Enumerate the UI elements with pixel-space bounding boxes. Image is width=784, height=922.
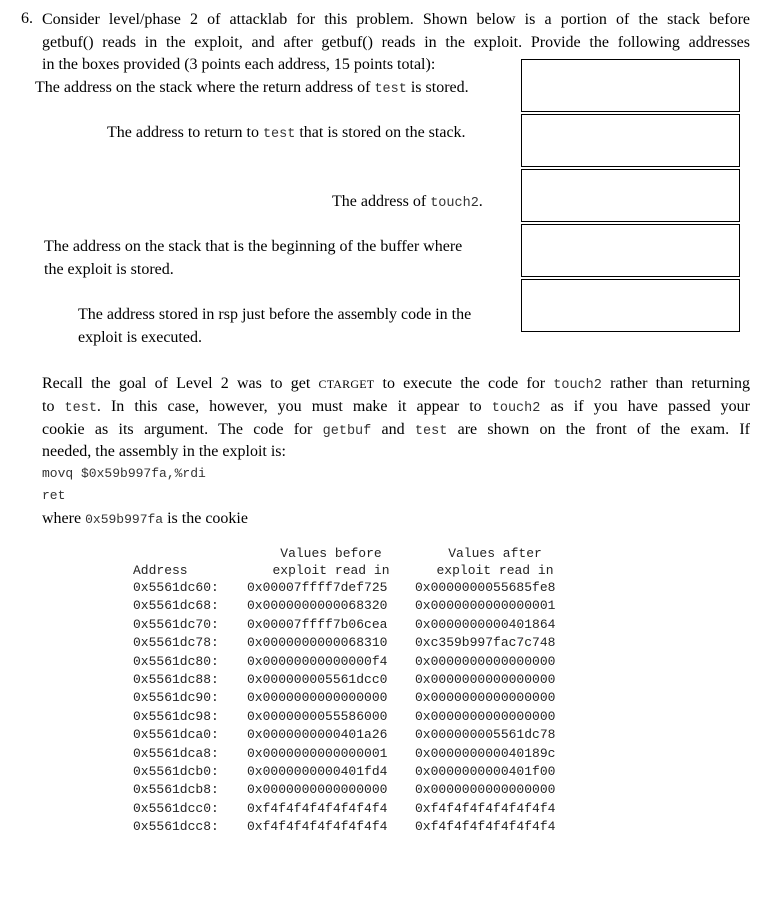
table-row — [133, 818, 575, 836]
cookie-line: where 0x59b997fa is the cookie — [42, 510, 248, 527]
before-value-cell: 0xf4f4f4f4f4f4f4f4 — [247, 819, 388, 835]
answer-box-3[interactable] — [521, 169, 740, 222]
address-cell: 0x5561dc80: — [133, 653, 219, 669]
answer-box-4[interactable] — [521, 224, 740, 277]
address-cell: 0x5561dc60: — [133, 580, 219, 595]
after-value-cell: 0x0000000000401f00 — [415, 764, 556, 780]
before-value-cell: 0x0000000000068320 — [247, 598, 388, 614]
table-header-row-2 — [133, 562, 575, 579]
recall-line-1: Recall the goal of Level 2 was to get CTARGET to execute the code for touch2 rather than returning — [42, 375, 751, 393]
table-row — [133, 634, 575, 652]
before-value-cell: 0x0000000000000001 — [247, 745, 388, 761]
prompt-rsp-line-1: The address stored in rsp just before the assembly code in the — [78, 306, 472, 323]
before-value-cell: 0x00007ffff7def725 — [247, 580, 388, 595]
before-value-cell: 0x0000000000000000 — [247, 690, 388, 706]
after-value-cell: 0x0000000000000000 — [415, 782, 556, 798]
address-cell: 0x5561dc88: — [133, 672, 219, 688]
before-value-cell: 0xf4f4f4f4f4f4f4f4 — [247, 800, 388, 816]
table-row — [133, 597, 575, 615]
assembly-line-2: ret — [42, 488, 66, 503]
address-cell: 0x5561dc78: — [133, 635, 219, 651]
address-cell: 0x5561dc90: — [133, 690, 219, 706]
table-row — [133, 579, 575, 597]
after-value-cell: 0x0000000000000000 — [415, 653, 556, 669]
table-row — [133, 745, 575, 763]
intro-line-3: in the boxes provided (3 points each address, 15 points total): — [42, 56, 436, 73]
after-value-cell: 0x0000000000000000 — [415, 690, 556, 706]
assembly-line-1: movq $0x59b997fa,%rdi — [42, 466, 206, 481]
table-header-row-1 — [133, 545, 575, 562]
after-value-cell: 0x0000000000000000 — [415, 672, 556, 688]
table-row — [133, 616, 575, 634]
answer-box-5[interactable] — [521, 279, 740, 332]
address-cell: 0x5561dc98: — [133, 708, 219, 724]
before-value-cell: 0x0000000000068310 — [247, 635, 388, 651]
address-cell: 0x5561dcb0: — [133, 764, 219, 780]
address-cell: 0x5561dca0: — [133, 727, 219, 743]
intro-line-1: Consider level/phase 2 of attacklab for this problem. Shown below is a portion of the stack before — [42, 11, 750, 28]
prompt-touch2-address: The address of touch2. — [332, 193, 483, 211]
after-value-cell: 0x0000000000401864 — [415, 616, 556, 632]
prompt-return-to-test: The address to return to test that is stored on the stack. — [107, 124, 466, 142]
answer-box-2[interactable] — [521, 114, 740, 167]
after-value-cell: 0x000000005561dc78 — [415, 727, 556, 743]
before-value-cell: 0x0000000000401fd4 — [247, 764, 388, 780]
header-before-2: exploit read in — [272, 563, 390, 578]
question-number: 6. — [21, 10, 33, 27]
address-cell: 0x5561dcc8: — [133, 819, 219, 835]
header-after-2: exploit read in — [436, 563, 554, 578]
address-cell: 0x5561dc68: — [133, 598, 219, 614]
table-row — [133, 689, 575, 707]
address-cell: 0x5561dcc0: — [133, 800, 219, 816]
prompt-rsp-line-2: exploit is executed. — [78, 329, 202, 346]
recall-line-4: needed, the assembly in the exploit is: — [42, 443, 286, 460]
after-value-cell: 0xf4f4f4f4f4f4f4f4 — [415, 800, 556, 816]
prompt-return-address-location: The address on the stack where the return address of test is stored. — [35, 79, 469, 97]
header-before-1: Values before — [280, 546, 382, 561]
after-value-cell: 0x000000000040189c — [415, 745, 556, 761]
recall-line-3: cookie as its argument. The code for getbuf and test are shown on the front of the exam. If — [42, 421, 750, 439]
table-row — [133, 708, 575, 726]
address-cell: 0x5561dc70: — [133, 616, 219, 632]
before-value-cell: 0x0000000055586000 — [247, 708, 388, 724]
header-address: Address — [133, 563, 188, 578]
table-row — [133, 671, 575, 689]
before-value-cell: 0x00000000000000f4 — [247, 653, 388, 669]
address-cell: 0x5561dcb8: — [133, 782, 219, 798]
intro-line-2: getbuf() reads in the exploit, and after getbuf() reads in the exploit. Provide the following addresses — [42, 34, 750, 51]
before-value-cell: 0x00007ffff7b06cea — [247, 616, 388, 632]
after-value-cell: 0xc359b997fac7c748 — [415, 635, 556, 651]
prompt-buffer-start-line-1: The address on the stack that is the beginning of the buffer where — [44, 238, 463, 255]
header-after-1: Values after — [448, 546, 542, 561]
table-row — [133, 781, 575, 799]
table-row — [133, 800, 575, 818]
table-row — [133, 653, 575, 671]
address-cell: 0x5561dca8: — [133, 745, 219, 761]
after-value-cell: 0xf4f4f4f4f4f4f4f4 — [415, 819, 556, 835]
before-value-cell: 0x0000000000401a26 — [247, 727, 388, 743]
after-value-cell: 0x0000000000000000 — [415, 708, 556, 724]
answer-box-1[interactable] — [521, 59, 740, 112]
prompt-buffer-start-line-2: the exploit is stored. — [44, 261, 174, 278]
after-value-cell: 0x0000000055685fe8 — [415, 580, 556, 595]
after-value-cell: 0x0000000000000001 — [415, 598, 556, 614]
recall-line-2: to test. In this case, however, you must make it appear to touch2 as if you have passed your — [42, 398, 751, 416]
table-row — [133, 726, 575, 744]
before-value-cell: 0x000000005561dcc0 — [247, 672, 388, 688]
stack-table — [133, 545, 575, 837]
table-row — [133, 763, 575, 781]
before-value-cell: 0x0000000000000000 — [247, 782, 388, 798]
